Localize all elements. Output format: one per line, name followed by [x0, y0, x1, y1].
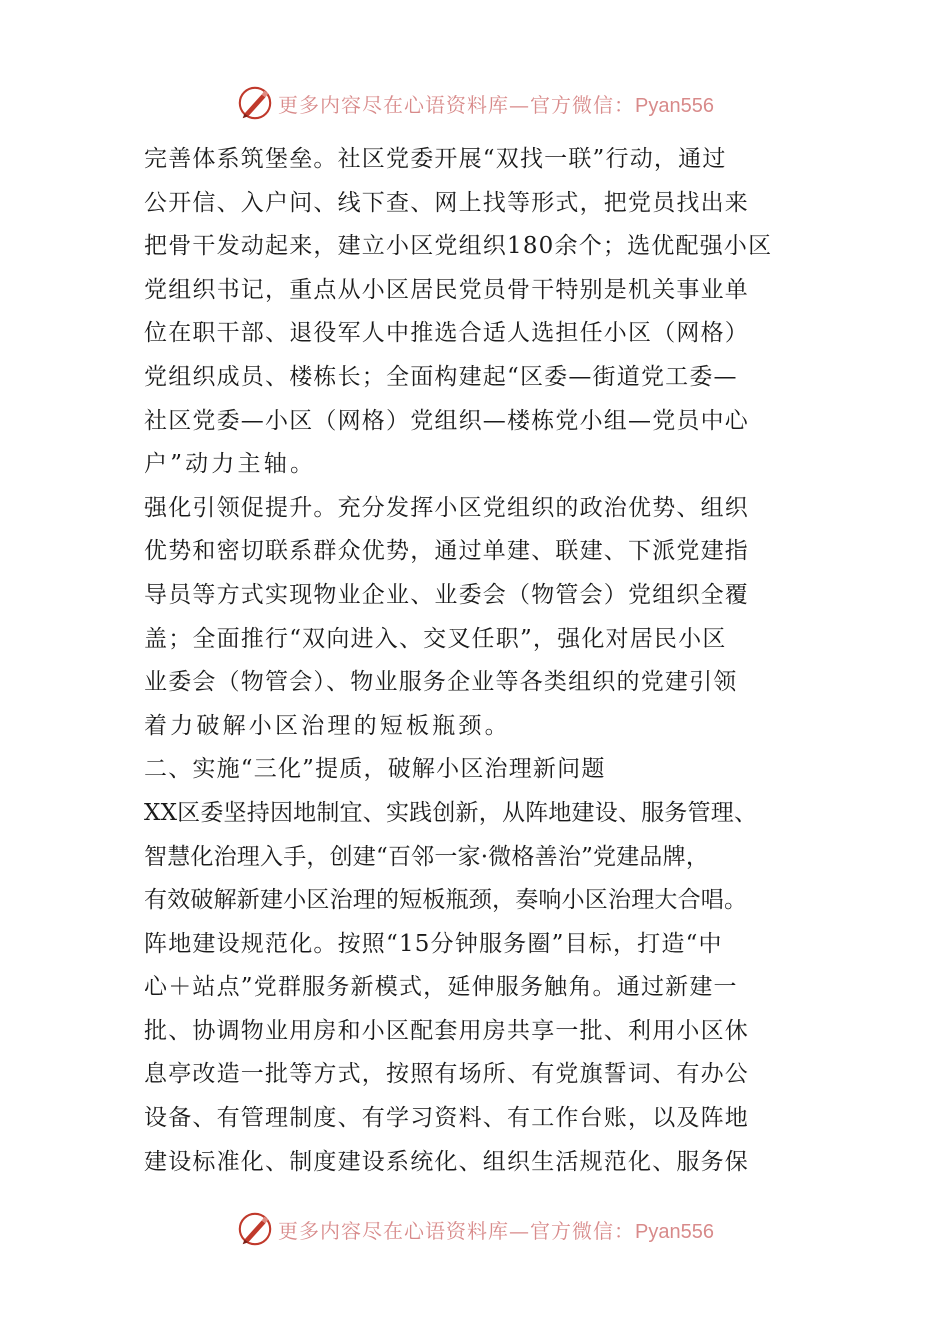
footer-banner [0, 1206, 950, 1252]
pen-logo-icon [236, 84, 274, 122]
text-line: 息亭改造一批等方式，按照有场所、有党旗誓词、有办公 [144, 1061, 749, 1088]
body-text [144, 138, 814, 1184]
text-line: 建设标准化、制度建设系统化、组织生活规范化、服务保 [144, 1148, 749, 1175]
text-line: 党组织成员、楼栋长；全面构建起“区委—街道党工委— [144, 363, 738, 390]
text-line: 阵地建设规范化。按照“15分钟服务圈”目标，打造“中 [144, 930, 723, 957]
text-line: 党组织书记，重点从小区居民党员骨干特别是机关事业单 [144, 276, 749, 303]
text-line: 导员等方式实现物业企业、业委会（物管会）党组织全覆 [144, 581, 749, 608]
text-line: 位在职干部、退役军人中推选合适人选担任小区（网格） [144, 320, 749, 347]
text-line: 把骨干发动起来，建立小区党组织180余个；选优配强小区 [144, 233, 773, 260]
text-line: 优势和密切联系群众优势，通过单建、联建、下派党建指 [144, 538, 749, 565]
banner-text: 更多内容尽在心语资料库—官方微信：Pyan556 [278, 1218, 714, 1243]
text-line: 业委会（物管会）、物业服务企业等各类组织的党建引领 [144, 669, 738, 696]
pen-logo-icon [236, 1210, 274, 1248]
text-line: 强化引领促提升。充分发挥小区党组织的政治优势、组织 [144, 494, 749, 521]
text-line: 心＋站点”党群服务新模式，延伸服务触角。通过新建一 [144, 974, 738, 1001]
text-line: 户”动力主轴。 [144, 451, 317, 478]
text-line: 有效破解新建小区治理的短板瓶颈，奏响小区治理大合唱。 [144, 887, 748, 914]
banner-wechat-handle: Pyan556 [635, 1220, 714, 1243]
text-line: 批、协调物业用房和小区配套用房共享一批、利用小区休 [144, 1017, 749, 1044]
text-line: 公开信、入户问、线下查、网上找等形式，把党员找出来 [144, 189, 749, 216]
text-line: 完善体系筑堡垒。社区党委开展“双找一联”行动，通过 [144, 146, 727, 172]
text-line: 设备、有管理制度、有学习资料、有工作台账，以及阵地 [144, 1105, 749, 1132]
section-heading: 二、实施“三化”提质，破解小区治理新问题 [144, 756, 606, 783]
text-line: 着力破解小区治理的短板瓶颈。 [144, 712, 511, 739]
text-line: 社区党委—小区（网格）党组织—楼栋党小组—党员中心 [144, 407, 749, 434]
text-line: 智慧化治理入手，创建“百邻一家·微格善治”党建品牌， [144, 843, 710, 870]
banner-text: 更多内容尽在心语资料库—官方微信：Pyan556 [278, 92, 714, 117]
text-line: 盖；全面推行“双向进入、交叉任职”，强化对居民小区 [144, 625, 727, 652]
banner-wechat-handle: Pyan556 [635, 94, 714, 117]
text-line: XX区委坚持因地制宜、实践创新，从阵地建设、服务管理、 [144, 799, 758, 826]
header-banner [0, 80, 950, 126]
